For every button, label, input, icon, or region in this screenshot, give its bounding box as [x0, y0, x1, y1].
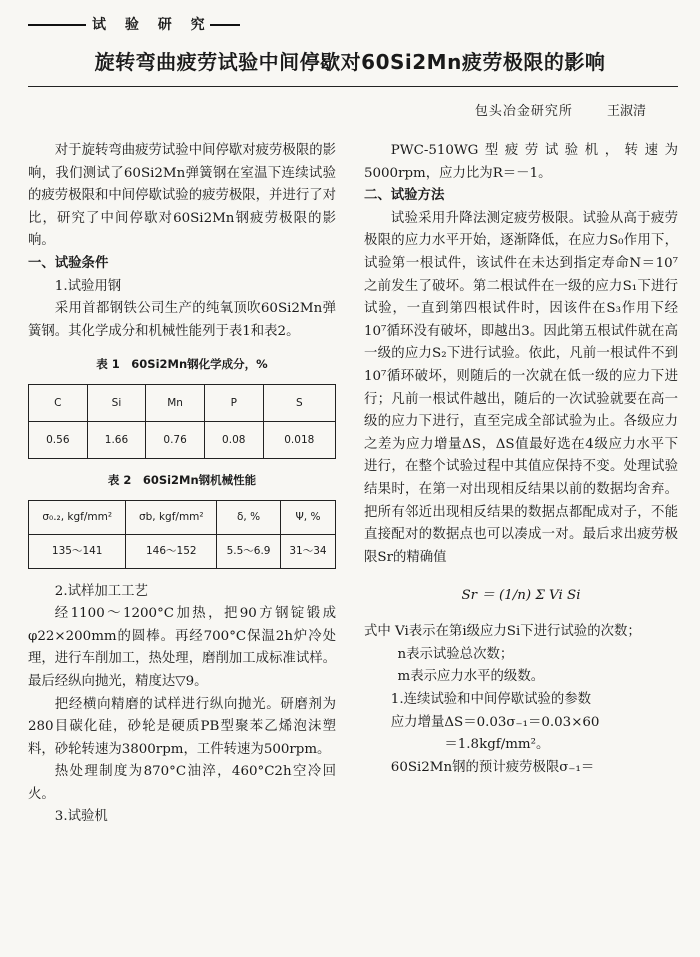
subheading-parameters: 1.连续试验和中间停歇试验的参数	[390, 692, 592, 708]
table-cell: 135～141	[29, 534, 126, 568]
mechanical-properties-table	[28, 500, 336, 569]
where-vi: Vi表示在第i级应力Si下进行试验的次数；	[395, 624, 641, 640]
stress-increment-line-2: ＝1.8kgf/mm²。	[444, 737, 550, 753]
chemical-composition-table	[28, 384, 336, 459]
table-cell: 1.66	[87, 421, 146, 458]
processing-paragraph-1: 经1100～1200°C加热，把90方钢锭锻成φ22×200mm的圆棒。再经700°C保温2h炉冷处理，进行车削加工，热处理，磨削加工成标准试样。最后经纵向抛光，精度达▽9。	[28, 606, 336, 689]
section-heading-method: 二、试验方法	[364, 188, 445, 204]
intro-paragraph: 对于旋转弯曲疲劳试验中间停歇对疲劳极限的影响，我们测试了60Si2Mn弹簧钢在室温下连续试验的疲劳极限和中间停歇试验的疲劳极限，并进行了对比，研究了中间停歇对60Si2Mn钢疲劳极限的影响。	[28, 143, 336, 249]
where-label: 式中	[364, 624, 391, 640]
processing-paragraph-3: 热处理制度为870°C油淬，460°C2h空冷回火。	[28, 764, 336, 802]
where-m: m表示应力水平的级数。	[397, 669, 545, 685]
table1-caption: 表 1 60Si2Mn钢化学成分，%	[96, 357, 268, 372]
table-cell: 5.5～6.9	[217, 534, 281, 568]
table-header-cell: δ, %	[217, 500, 281, 534]
institution: 包头冶金研究所	[474, 104, 573, 119]
article-title: 旋转弯曲疲劳试验中间停歇对60Si2Mn疲劳极限的影响	[94, 50, 606, 74]
left-column	[28, 140, 336, 829]
table-header-row	[29, 500, 336, 534]
table-header-cell: Si	[87, 384, 146, 421]
method-paragraph: 试验采用升降法测定疲劳极限。试验从高于疲劳极限的应力水平开始，逐渐降低，在应力S₀作用下，试验第一根试件，该试件在未达到指定寿命N＝10⁷之前发生了破坏。第二根试件在一级的应力S₁下进行试验，一直到第四根试件时，因该件在S₃作用下经10⁷循环没有破坏，即越出3。因此第五根试件就在高一级的应力S₂下进行试验。依此，凡前一根试件不到10⁷循环破坏，则随后的一次就在低一级的应力下进行；凡前一根试件越出，随后的一次试验就要在高一级的应力下进行，直至完成全部试验为止。各级应力之差为应力增量ΔS，ΔS值最好选在4级应力水平下进行，在整个试验过程中其值应保持不变。处理试验结果时，在第一对出现相反结果以前的数据均舍弃。把所有邻近出现相反结果的数据点都配成对子，不能直接配对的数据点也可以凑成一对。最后求出疲劳极限Sr的精确值	[364, 210, 678, 565]
expected-fatigue-limit-line: 60Si2Mn钢的预计疲劳极限σ₋₁＝	[390, 759, 595, 775]
table-cell: 0.018	[263, 421, 335, 458]
table-header-row	[29, 384, 336, 421]
where-n: n表示试验总次数；	[397, 646, 514, 662]
table-cell: 146～152	[126, 534, 217, 568]
table-row	[29, 421, 336, 458]
section-label	[0, 14, 240, 34]
table-header-cell: S	[263, 384, 335, 421]
subheading-steel: 1.试验用钢	[54, 278, 122, 294]
subheading-processing: 2.试样加工工艺	[54, 583, 148, 599]
table2-caption: 表 2 60Si2Mn钢机械性能	[107, 472, 257, 487]
where-clause	[364, 621, 678, 644]
table-cell: 0.76	[146, 421, 205, 458]
machine-paragraph: PWC-510WG型疲劳试验机，转速为5000rpm，应力比为R＝－1。	[364, 143, 678, 181]
table-header-cell: σb, kgf/mm²	[126, 500, 217, 534]
subheading-machine: 3.试验机	[54, 809, 108, 825]
processing-paragraph-2: 把经横向精磨的试样进行纵向抛光。研磨剂为280目碳化硅，砂轮是硬质PB型聚苯乙烯泡沫塑料，砂轮转速为3800rpm，工件转速为500rpm。	[28, 696, 336, 757]
table-header-cell: σ₀.₂, kgf/mm²	[29, 500, 126, 534]
fatigue-limit-formula: Sr ＝ (1/n) Σ Vi Si	[461, 588, 581, 604]
title-divider	[28, 86, 678, 87]
table-cell: 0.08	[204, 421, 263, 458]
table-header-cell: C	[29, 384, 88, 421]
section-heading-conditions: 一、试验条件	[28, 255, 109, 271]
section-label-text: 试 验 研 究	[92, 17, 212, 33]
table-cell: 31～34	[280, 534, 335, 568]
label-rule-right	[210, 24, 240, 26]
stress-increment-line-1: 应力增量ΔS＝0.03σ₋₁＝0.03×60	[390, 714, 600, 730]
author: 王淑清	[606, 104, 646, 119]
right-column	[364, 140, 678, 779]
table-header-cell: P	[204, 384, 263, 421]
table-header-cell: Ψ, %	[280, 500, 335, 534]
table-header-cell: Mn	[146, 384, 205, 421]
steel-paragraph: 采用首都钢铁公司生产的纯氧顶吹60Si2Mn弹簧钢。其化学成分和机械性能列于表1和表2。	[28, 301, 336, 339]
table-row	[29, 534, 336, 568]
table-cell: 0.56	[29, 421, 88, 458]
label-rule-left	[28, 24, 86, 26]
byline	[475, 100, 646, 119]
